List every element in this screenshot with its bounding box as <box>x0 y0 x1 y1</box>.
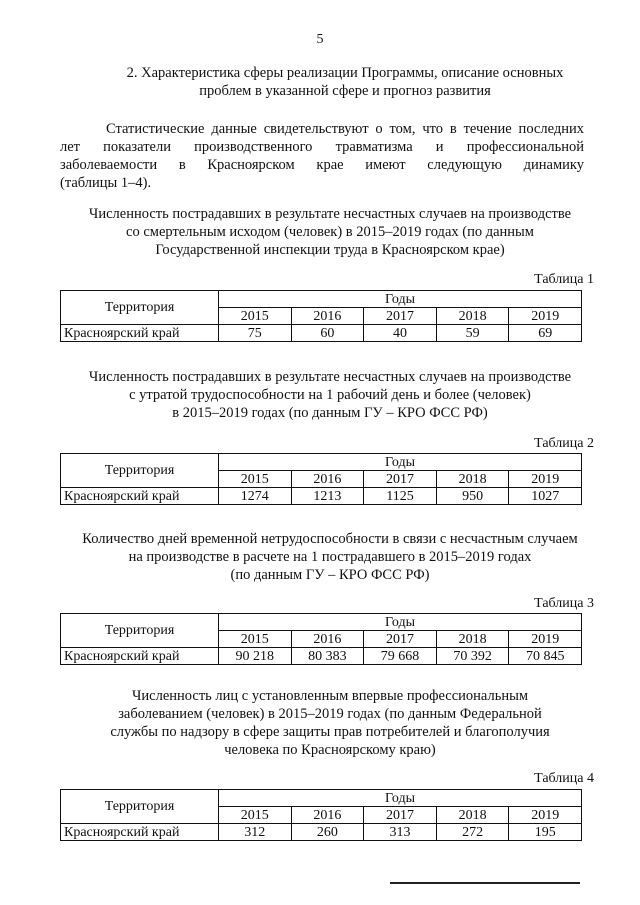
value-cell: 1125 <box>364 488 437 505</box>
year-cell: 2019 <box>509 471 582 488</box>
paragraph-line: заболеваемости в Красноярском крае имеют следующую динамику <box>60 157 584 173</box>
year-cell: 2016 <box>291 631 364 648</box>
value-cell: 1274 <box>219 488 292 505</box>
year-cell: 2016 <box>291 308 364 325</box>
value-cell: 272 <box>436 824 509 841</box>
region-cell: Красноярский край <box>61 325 219 342</box>
years-header: Годы <box>219 790 582 807</box>
value-cell: 75 <box>219 325 292 342</box>
value-cell: 69 <box>509 325 582 342</box>
territory-header: Территория <box>61 454 219 488</box>
table-title-line: Численность пострадавших в результате несчастных случаев на производстве <box>88 206 572 222</box>
year-cell: 2015 <box>219 631 292 648</box>
year-cell: 2015 <box>219 471 292 488</box>
year-cell: 2015 <box>219 807 292 824</box>
table-title-line: Численность пострадавших в результате несчастных случаев на производстве <box>88 369 572 385</box>
territory-header: Территория <box>61 614 219 648</box>
table-4-title <box>40 687 620 759</box>
table-header-row <box>61 291 582 308</box>
value-cell: 1213 <box>291 488 364 505</box>
intro-paragraph <box>60 120 584 192</box>
table-title-line: заболеванием (человек) в 2015–2019 годах (по данным Федеральной <box>118 706 542 722</box>
years-header: Годы <box>219 614 582 631</box>
table-title-line: на производстве в расчете на 1 пострадавшего в 2015–2019 годах <box>128 549 532 565</box>
year-cell: 2017 <box>364 471 437 488</box>
value-cell: 79 668 <box>364 648 437 665</box>
year-cell: 2017 <box>364 631 437 648</box>
value-cell: 70 392 <box>436 648 509 665</box>
table-3-title <box>40 530 620 584</box>
table-2-title <box>40 368 620 422</box>
table-title-line: Государственной инспекции труда в Красноярском крае) <box>155 242 505 258</box>
table-4-caption: Таблица 4 <box>534 771 594 786</box>
year-cell: 2015 <box>219 308 292 325</box>
table-4 <box>60 789 582 841</box>
region-cell: Красноярский край <box>61 824 219 841</box>
year-cell: 2018 <box>436 308 509 325</box>
section-heading <box>100 64 590 100</box>
years-header: Годы <box>219 291 582 308</box>
value-cell: 950 <box>436 488 509 505</box>
region-cell: Красноярский край <box>61 648 219 665</box>
table-title-line: в 2015–2019 годах (по данным ГУ – КРО ФСС РФ) <box>172 405 488 421</box>
table-row <box>61 325 582 342</box>
paragraph-line: Статистические данные свидетельствуют о том, что в течение последних <box>106 121 584 137</box>
year-cell: 2019 <box>509 807 582 824</box>
year-cell: 2019 <box>509 308 582 325</box>
table-row <box>61 488 582 505</box>
table-1-caption: Таблица 1 <box>534 272 594 287</box>
table-title-line: с утратой трудоспособности на 1 рабочий день и более (человек) <box>129 387 531 403</box>
year-cell: 2016 <box>291 807 364 824</box>
year-cell: 2017 <box>364 807 437 824</box>
value-cell: 312 <box>219 824 292 841</box>
table-title-line: человека по Красноярскому краю) <box>224 742 436 758</box>
table-row <box>61 824 582 841</box>
value-cell: 313 <box>364 824 437 841</box>
table-title-line: со смертельным исходом (человек) в 2015–2019 годах (по данным <box>126 224 534 240</box>
paragraph-line: (таблицы 1–4). <box>60 175 152 191</box>
year-cell: 2016 <box>291 471 364 488</box>
footer-rule <box>390 882 580 884</box>
territory-header: Территория <box>61 291 219 325</box>
table-row <box>61 648 582 665</box>
table-title-line: службы по надзору в сфере защиты прав потребителей и благополучия <box>110 724 550 740</box>
value-cell: 90 218 <box>219 648 292 665</box>
year-cell: 2018 <box>436 631 509 648</box>
year-cell: 2018 <box>436 807 509 824</box>
value-cell: 1027 <box>509 488 582 505</box>
table-2-caption: Таблица 2 <box>534 436 594 451</box>
year-cell: 2017 <box>364 308 437 325</box>
region-cell: Красноярский край <box>61 488 219 505</box>
year-cell: 2018 <box>436 471 509 488</box>
years-header: Годы <box>219 454 582 471</box>
table-1 <box>60 290 582 342</box>
paragraph-line: лет показатели производственного травматизма и профессиональной <box>60 139 584 155</box>
value-cell: 70 845 <box>509 648 582 665</box>
table-header-row <box>61 614 582 631</box>
value-cell: 195 <box>509 824 582 841</box>
table-header-row <box>61 790 582 807</box>
year-cell: 2019 <box>509 631 582 648</box>
table-header-row <box>61 454 582 471</box>
territory-header: Территория <box>61 790 219 824</box>
value-cell: 40 <box>364 325 437 342</box>
table-3-caption: Таблица 3 <box>534 596 594 611</box>
page-number: 5 <box>316 32 324 47</box>
table-title-line: (по данным ГУ – КРО ФСС РФ) <box>230 567 430 583</box>
value-cell: 80 383 <box>291 648 364 665</box>
table-3 <box>60 613 582 665</box>
value-cell: 260 <box>291 824 364 841</box>
section-heading-line2: проблем в указанной сфере и прогноз развития <box>199 83 491 99</box>
table-2 <box>60 453 582 505</box>
section-heading-line1: 2. Характеристика сферы реализации Программы, описание основных <box>126 65 564 81</box>
table-title-line: Численность лиц с установленным впервые профессиональным <box>131 688 529 704</box>
value-cell: 60 <box>291 325 364 342</box>
table-title-line: Количество дней временной нетрудоспособности в связи с несчастным случаем <box>82 531 578 547</box>
value-cell: 59 <box>436 325 509 342</box>
table-1-title <box>40 205 620 259</box>
